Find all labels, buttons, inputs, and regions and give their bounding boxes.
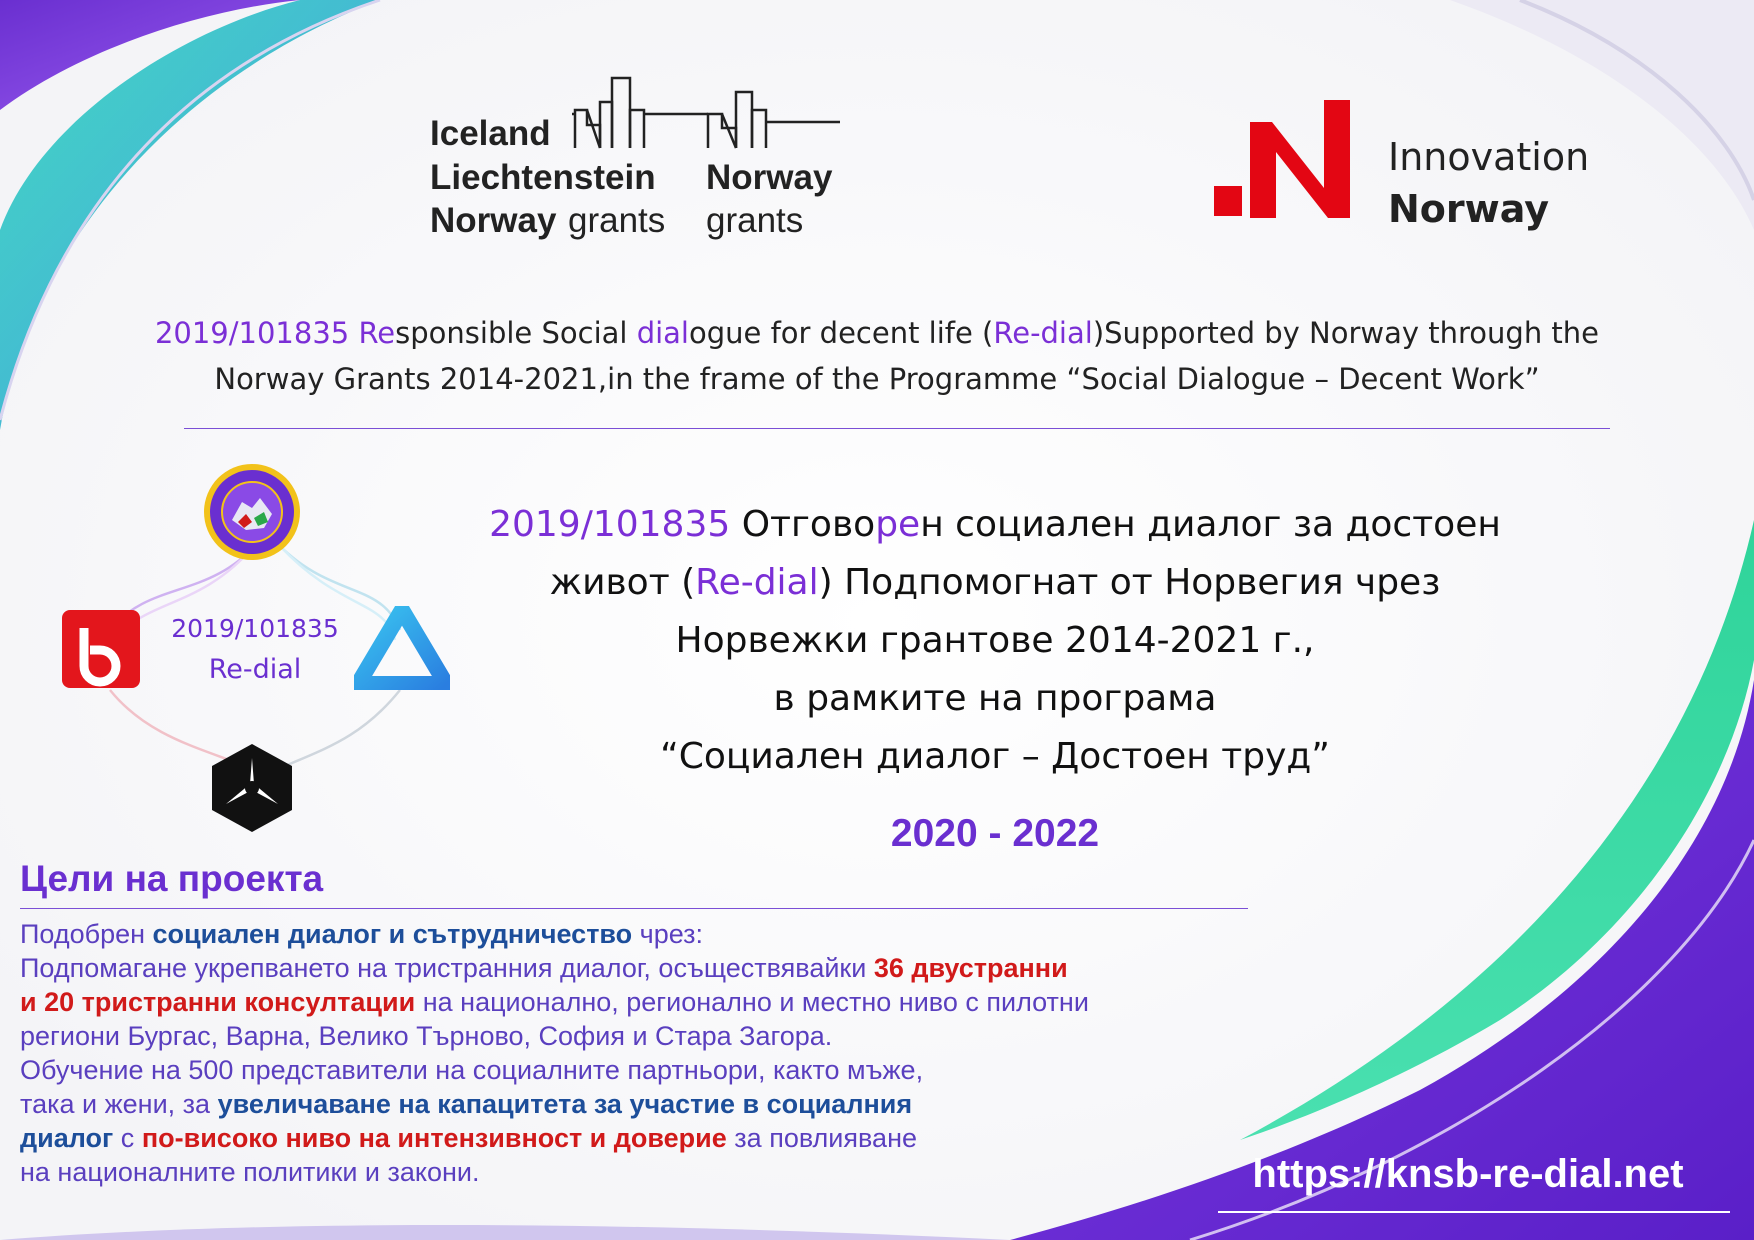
goals-line-8: на националните политики и закони. bbox=[20, 1157, 480, 1187]
g2a: Подпомагане укрепването на тристранния диалог, осъществявайки bbox=[20, 953, 874, 983]
bg-l2-redial: Re-dial bbox=[695, 562, 819, 603]
bg-l2b: ) Подпомогнат от Норвегия чрез bbox=[818, 562, 1441, 603]
goals-text bbox=[20, 917, 1250, 1189]
eea-skyline-icon bbox=[572, 70, 842, 150]
bg-l1a: Отгово bbox=[730, 504, 876, 545]
bg-line-3: Норвежки грантове 2014-2021 г., bbox=[675, 620, 1315, 661]
bg-l1-re: ре bbox=[875, 504, 921, 545]
bg-l1b: н социален диалог за достоен bbox=[920, 504, 1501, 545]
goals-line-4: региони Бургас, Варна, Велико Търново, София и Стара Загора. bbox=[20, 1021, 833, 1051]
top-divider bbox=[184, 428, 1610, 429]
norway-grants-grants: grants bbox=[706, 201, 804, 240]
g7b: за повлияване bbox=[726, 1123, 917, 1153]
g2-red: 36 двустранни bbox=[873, 953, 1068, 983]
g7a: с bbox=[113, 1123, 142, 1153]
g7-bold: диалог bbox=[20, 1123, 114, 1153]
g6a: така и жени, за bbox=[20, 1089, 218, 1119]
bg-l2a: живот ( bbox=[549, 562, 696, 603]
eea-iceland: Iceland bbox=[430, 114, 551, 153]
knsb-seal-icon bbox=[202, 462, 302, 562]
hexagon-logo-icon bbox=[210, 742, 294, 834]
g7-red: по-високо ниво на интензивност и доверие bbox=[141, 1123, 727, 1153]
english-project-code: 2019/101835 bbox=[154, 316, 350, 350]
goals-line-7 bbox=[20, 1121, 1250, 1155]
goals-line-2 bbox=[20, 951, 1250, 985]
g3a: на национално, регионално и местно ниво с пилотни bbox=[415, 987, 1089, 1017]
english-line-1 bbox=[60, 310, 1694, 356]
bg-line-1 bbox=[400, 496, 1590, 554]
english-sponsible: sponsible Social bbox=[395, 316, 637, 350]
project-years: 2020 - 2022 bbox=[890, 812, 1100, 855]
bg-line-5: “Социален диалог – Достоен труд” bbox=[660, 736, 1330, 777]
g1-bold: социален диалог и сътрудничество bbox=[152, 919, 633, 949]
english-ogue: ogue for decent life ( bbox=[688, 316, 994, 350]
goals-line-5: Обучение на 500 представители на социалните партньори, както мъже, bbox=[20, 1055, 924, 1085]
eea-grants: grants bbox=[568, 201, 666, 240]
g3-red: и 20 тристранни консултации bbox=[20, 987, 416, 1017]
english-redial: Re-dial bbox=[993, 316, 1093, 350]
goals-heading: Цели на проекта bbox=[20, 858, 324, 899]
eea-norway: Norway bbox=[430, 201, 557, 240]
english-project-description bbox=[60, 310, 1694, 402]
website-link[interactable]: https://knsb-re-dial.net bbox=[1252, 1152, 1684, 1196]
diagram-project-code: 2019/101835 bbox=[171, 614, 339, 643]
g1b: чрез: bbox=[632, 919, 704, 949]
english-line-2: Norway Grants 2014-2021,in the frame of the Programme “Social Dialogue – Decent Work” bbox=[214, 362, 1540, 396]
g1a: Подобрен bbox=[20, 919, 153, 949]
english-supported: )Supported by Norway through the bbox=[1092, 316, 1600, 350]
diagram-project-name: Re-dial bbox=[208, 654, 302, 685]
goals-line-6 bbox=[20, 1087, 1250, 1121]
goals-line-1 bbox=[20, 917, 1250, 951]
english-dial: dial bbox=[636, 316, 689, 350]
innovation-norway-mark-icon bbox=[1214, 98, 1354, 223]
goals-divider bbox=[20, 908, 1248, 909]
innovation-word: Innovation bbox=[1388, 135, 1590, 179]
ba-logo-icon bbox=[60, 608, 142, 690]
bg-line-2 bbox=[400, 554, 1590, 612]
norway-word: Norway bbox=[1388, 187, 1549, 231]
bulgarian-project-title bbox=[400, 496, 1590, 786]
goals-line-3 bbox=[20, 985, 1250, 1019]
bg-line-4: в рамките на програма bbox=[773, 678, 1217, 719]
bg-code: 2019/101835 bbox=[489, 504, 731, 545]
g6-bold: увеличаване на капацитета за участие в социалния bbox=[217, 1089, 913, 1119]
eea-liechtenstein: Liechtenstein bbox=[430, 158, 656, 197]
norway-grants-norway: Norway bbox=[706, 158, 833, 197]
english-re: Re bbox=[358, 316, 396, 350]
